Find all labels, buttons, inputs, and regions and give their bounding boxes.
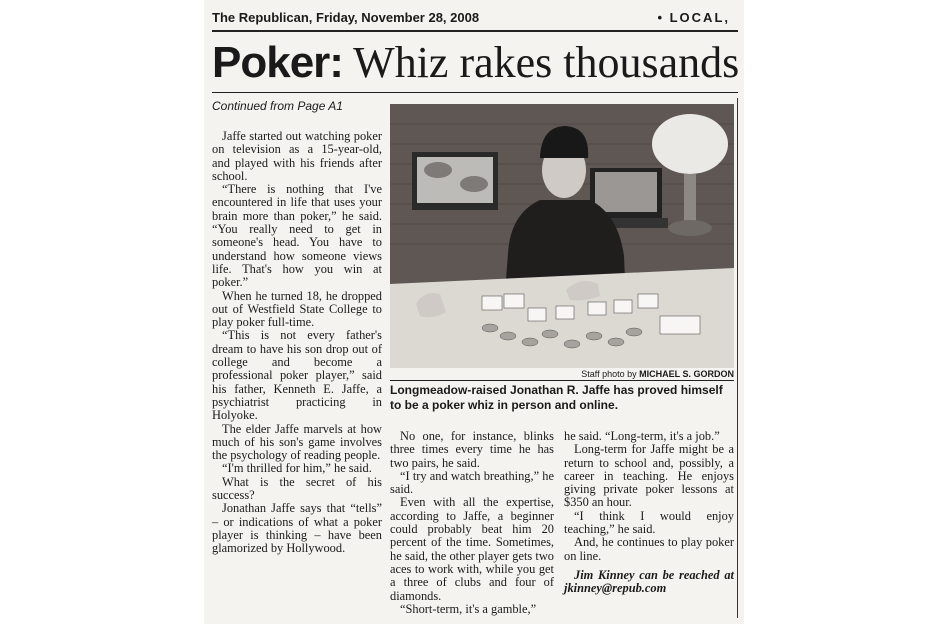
paragraph: he said. “Long-term, it's a job.” — [564, 429, 720, 443]
headline-rest: Whiz rakes thousands — [353, 38, 740, 87]
paragraph: “This is not every father's dream to have his son drop out of college and become a professional poker player,” said his father, Kenneth E. Jaffe, a psychiatrist practicing in Holyoke. — [212, 328, 382, 423]
paragraph: When he turned 18, he dropped out of Westfield State College to play poker full-time. — [212, 288, 382, 330]
paragraph: “There is nothing that I've encountered in life that uses your brain more than poker,” he said. “You really need to get in someone's head. You have to understand how someone views life. That's how you win at poker.” — [212, 182, 382, 290]
paragraph: What is the secret of his success? — [212, 474, 382, 503]
newspaper-clipping — [204, 0, 744, 624]
paragraph: The elder Jaffe marvels at how much of his son's game involves the psychology of reading people. — [212, 421, 382, 463]
headline-lead: Poker: — [212, 38, 343, 87]
article-photo — [390, 104, 734, 368]
headline-rule — [212, 92, 738, 93]
caption-rule — [390, 380, 734, 381]
paragraph: Jonathan Jaffe says that “tells” – or indications of what a poker player is thinking – have been glamorized by Hollywood. — [212, 501, 382, 556]
photo-caption: Longmeadow-raised Jonathan R. Jaffe has proved himself to be a poker whiz in person and online. — [390, 383, 723, 412]
paragraph: “I try and watch breathing,” he said. — [390, 468, 554, 497]
paragraph: No one, for instance, blinks three times every time he has two pairs, he said. — [390, 429, 554, 470]
masthead-section: • LOCAL, — [657, 10, 730, 25]
article-column-1 — [212, 130, 382, 556]
photo-credit-prefix: Staff photo by — [581, 369, 637, 379]
paragraph: And, he continues to play poker on line. — [564, 535, 734, 563]
column-rule — [737, 98, 738, 618]
headline — [212, 38, 738, 88]
paragraph: Long-term for Jaffe might be a return to school and, possibly, a career in teaching. He enjoys giving private poker lessons at $350 an hour. — [564, 442, 734, 510]
masthead — [212, 10, 736, 28]
top-rule — [212, 30, 738, 32]
photo-credit — [390, 369, 734, 379]
article-column-3 — [564, 430, 734, 596]
paragraph: Jaffe started out watching poker on television as a 15-year-old, and played with his friends after school. — [212, 129, 382, 183]
photo-credit-name: MICHAEL S. GORDON — [639, 369, 734, 379]
paragraph: “I'm thrilled for him,” he said. — [222, 461, 372, 476]
paragraph: “I think I would enjoy teaching,” he said. — [564, 508, 734, 537]
continued-line: Continued from Page A1 — [212, 99, 343, 113]
masthead-paper: The Republican, Friday, November 28, 2008 — [212, 10, 480, 25]
paragraph: “Short-term, it's a gamble,” — [400, 601, 537, 616]
author-signoff: Jim Kinney can be reached at jkinney@repub.com — [564, 567, 734, 596]
paragraph: Even with all the expertise, according to Jaffe, a beginner could probably beat him 20 percent of the time. Sometimes, he said, the other player gets two aces to work with, while you get a three of clubs and four of diamonds. — [390, 495, 554, 603]
article-column-2 — [390, 430, 554, 616]
